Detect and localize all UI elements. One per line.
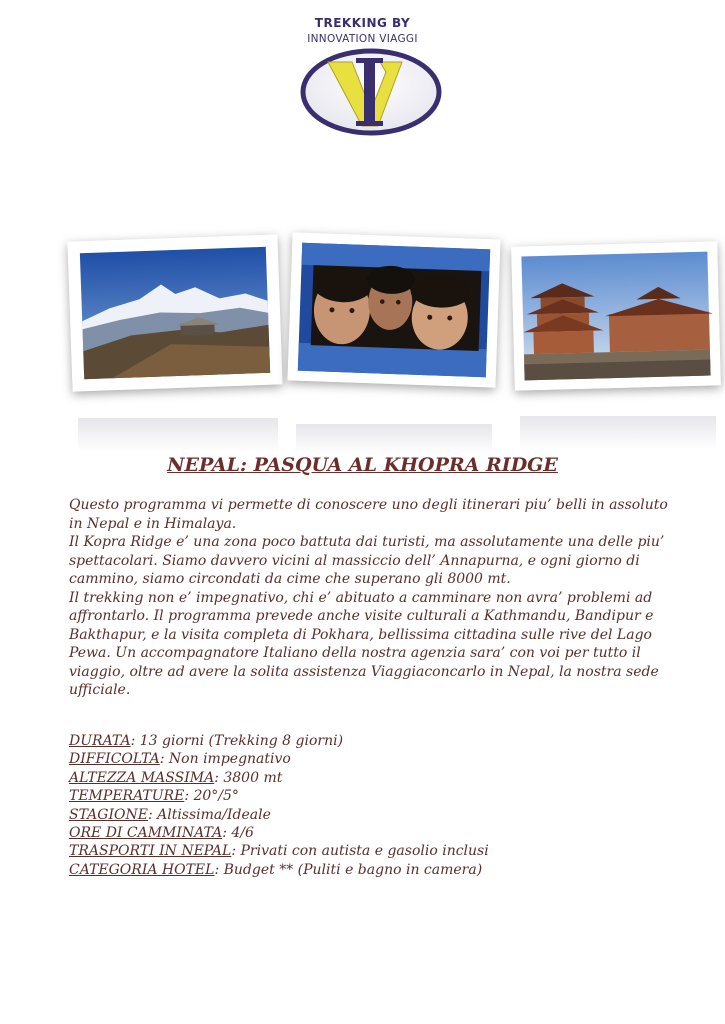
spec-transport	[69, 842, 669, 860]
spec-value: : 20°/5°	[184, 788, 239, 805]
spec-label: DURATA	[69, 733, 131, 749]
intro-paragraph-3: Il trekking non e’ impegnativo, chi e’ abituato a camminare non avra’ problemi ad affrontarlo. Il programma prevede anche visite culturali a Kathmandu, Bandipur e Bakthapur, e la visita completa di Pokhara, bellissima cittadina sulle rive del Lago Pewa. Un accompagnatore Italiano della nostra agenzia sara’ con voi per tutto il viaggio, oltre ad avere la solita assistenza Viaggiaconcarlo in Nepal, la nostra sede ufficiale.	[69, 589, 659, 698]
spec-value: : Non impegnativo	[159, 751, 291, 768]
spec-value: : 4/6	[222, 825, 254, 842]
spec-label: CATEGORIA HOTEL	[69, 861, 215, 878]
photo-durbar-square-temples	[511, 241, 721, 390]
photo-himalaya-mountains	[67, 234, 282, 391]
spec-walking-hours	[69, 824, 669, 842]
intro-text	[69, 496, 669, 700]
spec-value: : 3800 mt	[214, 769, 283, 786]
intro-paragraph-1: Questo programma vi permette di conoscere uno degli itinerari piu’ belli in assoluto in Nepal e in Himalaya.	[69, 497, 668, 532]
spec-duration	[69, 732, 669, 750]
spec-label: DIFFICOLTA	[69, 751, 160, 768]
spec-value: : Altissima/Ideale	[147, 806, 271, 823]
spec-label: TEMPERATURE	[69, 788, 185, 805]
photo-reflection	[520, 416, 716, 450]
photo-reflection	[296, 424, 492, 454]
photo-nepali-children	[287, 232, 500, 387]
spec-season	[69, 806, 669, 824]
spec-label: ORE DI CAMMINATA	[69, 825, 223, 842]
spec-label: TRASPORTI IN NEPAL	[69, 843, 232, 860]
spec-label: STAGIONE	[69, 806, 148, 823]
intro-paragraph-2: Il Kopra Ridge e’ una zona poco battuta dai turisti, ma assolutamente una delle piu’ spettacolari. Siamo davvero vicini al massiccio dell’ Annapurna, e ogni giorno di cammino, siamo circondati da cime che superano gli 8000 mt.	[69, 534, 665, 587]
brand-name-line2: INNOVATION VIAGGI	[307, 33, 418, 45]
spec-max-altitude	[69, 769, 669, 787]
trip-specs	[69, 732, 669, 879]
spec-difficulty	[69, 750, 669, 768]
spec-hotel-category	[69, 861, 669, 879]
spec-value: : Privati con autista e gasolio inclusi	[231, 843, 489, 860]
spec-temperatures	[69, 787, 669, 805]
brand-name-line1: TREKKING BY	[314, 16, 411, 30]
innovation-viaggi-logo	[300, 48, 442, 136]
spec-value: : Budget ** (Puliti e bagno in camera)	[214, 861, 483, 878]
photo-reflection	[78, 418, 278, 452]
page-title: NEPAL: PASQUA AL KHOPRA RIDGE	[167, 454, 558, 476]
spec-value: : 13 giorni (Trekking 8 giorni)	[130, 733, 344, 749]
spec-label: ALTEZZA MASSIMA	[69, 769, 215, 786]
